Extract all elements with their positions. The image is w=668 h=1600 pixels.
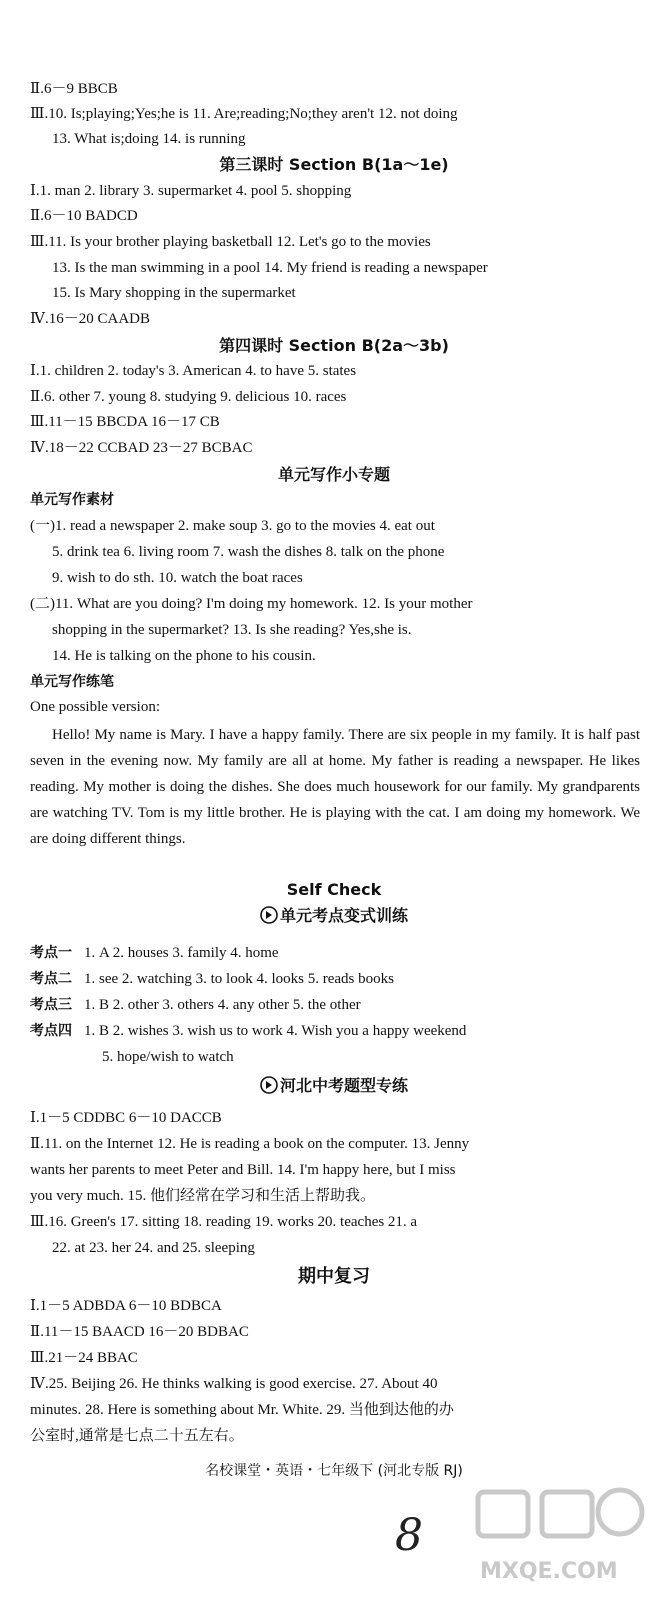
answer-line: shopping in the supermarket? 13. Is she reading? Yes,she is. [52, 622, 412, 638]
section-heading: 期中复习 [298, 1266, 370, 1287]
answer-line: 9. wish to do sth. 10. watch the boat races [52, 570, 303, 586]
point-answers: 1. A 2. houses 3. family 4. home [84, 945, 279, 961]
svg-text:MXQE.COM: MXQE.COM [480, 1559, 618, 1584]
essay-text: Hello! My name is Mary. I have a happy family. There are six people in my family. It is half past seven in the evening now. My family are all at home. My father is reading a newspaper. He likes reading. My mother is doing the dishes. She does much housework for our family. My grandparents are watching TV. Tom is my little brother. He is playing with the cat. I am doing my homework. We are doing different things. [30, 727, 640, 847]
answer-line [30, 968, 394, 990]
answer-line: 5. drink tea 6. living room 7. wash the dishes 8. talk on the phone [52, 544, 445, 560]
answer-line: Ⅳ.18－22 CCBAD 23－27 BCBAC [30, 440, 253, 456]
answer-line: you very much. 15. 他们经常在学习和生活上帮助我。 [30, 1188, 375, 1204]
answer-line: 5. hope/wish to watch [102, 1049, 234, 1065]
arrow-circle-icon [260, 1076, 278, 1094]
answer-line: Ⅲ.21－24 BBAC [30, 1350, 138, 1366]
answer-line: Ⅳ.25. Beijing 26. He thinks walking is good exercise. 27. About 40 [30, 1376, 438, 1392]
answer-line: Ⅱ.11. on the Internet 12. He is reading a book on the computer. 13. Jenny [30, 1136, 470, 1152]
book-footer: 名校课堂・英语・七年级下 (河北专版 RJ) [205, 1463, 463, 1479]
answer-line: 13. What is;doing 14. is running [52, 131, 246, 147]
answer-line: Ⅳ.16－20 CAADB [30, 311, 150, 327]
point-answers: 1. see 2. watching 3. to look 4. looks 5. reads books [84, 971, 394, 987]
answer-line: 15. Is Mary shopping in the supermarket [52, 285, 296, 301]
answer-line: Ⅱ.11－15 BAACD 16－20 BDBAC [30, 1324, 249, 1340]
section-heading: Self Check [286, 880, 382, 899]
section-heading: 第四课时 Section B(2a～3b) [219, 336, 449, 355]
answer-line: wants her parents to meet Peter and Bill. 14. I'm happy here, but I miss [30, 1162, 456, 1178]
section-heading-text: 单元考点变式训练 [279, 906, 408, 925]
watermark [470, 1480, 650, 1594]
answer-line: (一)1. read a newspaper 2. make soup 3. go to the movies 4. eat out [30, 518, 435, 534]
answer-line: 22. at 23. her 24. and 25. sleeping [52, 1240, 255, 1256]
point-label: 考点四 [30, 1023, 72, 1039]
subsection-heading: 单元写作练笔 [30, 674, 114, 690]
section-heading-text: 河北中考题型专练 [279, 1076, 408, 1095]
page-number: 8 [395, 1510, 423, 1561]
answer-line: Ⅱ.6－10 BADCD [30, 208, 138, 224]
point-label: 考点一 [30, 945, 72, 961]
answer-line: 13. Is the man swimming in a pool 14. My friend is reading a newspaper [52, 260, 488, 276]
answer-line: minutes. 28. Here is something about Mr. White. 29. 当他到达他的办 [30, 1402, 454, 1418]
section-heading: 单元写作小专题 [277, 465, 390, 484]
section-heading [0, 904, 668, 928]
answer-line: 14. He is talking on the phone to his cousin. [52, 648, 316, 664]
answer-line [30, 942, 279, 964]
watermark-logo-icon [470, 1480, 650, 1590]
section-heading: 第三课时 Section B(1a～1e) [219, 155, 449, 174]
point-label: 考点二 [30, 971, 72, 987]
answer-line: Ⅰ.1－5 ADBDA 6－10 BDBCA [30, 1298, 222, 1314]
section-heading [0, 1074, 668, 1098]
point-answers: 1. B 2. other 3. others 4. any other 5. the other [84, 997, 361, 1013]
answer-line: 公室时,通常是七点二十五左右。 [30, 1428, 244, 1444]
answer-line: Ⅲ.16. Green's 17. sitting 18. reading 19. works 20. teaches 21. a [30, 1214, 418, 1230]
answer-line: Ⅲ.11－15 BBCDA 16－17 CB [30, 414, 220, 430]
sample-essay [30, 722, 640, 852]
answer-line: Ⅱ.6. other 7. young 8. studying 9. delicious 10. races [30, 389, 347, 405]
arrow-circle-icon [260, 906, 278, 924]
answer-line: (二)11. What are you doing? I'm doing my homework. 12. Is your mother [30, 596, 473, 612]
point-answers: 1. B 2. wishes 3. wish us to work 4. Wish you a happy weekend [84, 1023, 467, 1039]
answer-line: Ⅰ.1. man 2. library 3. supermarket 4. pool 5. shopping [30, 183, 352, 199]
answer-line [30, 994, 361, 1016]
answer-line: One possible version: [30, 699, 160, 715]
answer-line: Ⅰ.1－5 CDDBC 6－10 DACCB [30, 1110, 222, 1126]
answer-line: Ⅲ.11. Is your brother playing basketball 12. Let's go to the movies [30, 234, 431, 250]
point-label: 考点三 [30, 997, 72, 1013]
subsection-heading: 单元写作素材 [30, 492, 114, 508]
answer-line: Ⅲ.10. Is;playing;Yes;he is 11. Are;reading;No;they aren't 12. not doing [30, 106, 458, 122]
answer-line [30, 1020, 466, 1042]
answer-line: Ⅱ.6－9 BBCB [30, 81, 118, 97]
answer-line: Ⅰ.1. children 2. today's 3. American 4. to have 5. states [30, 363, 357, 379]
